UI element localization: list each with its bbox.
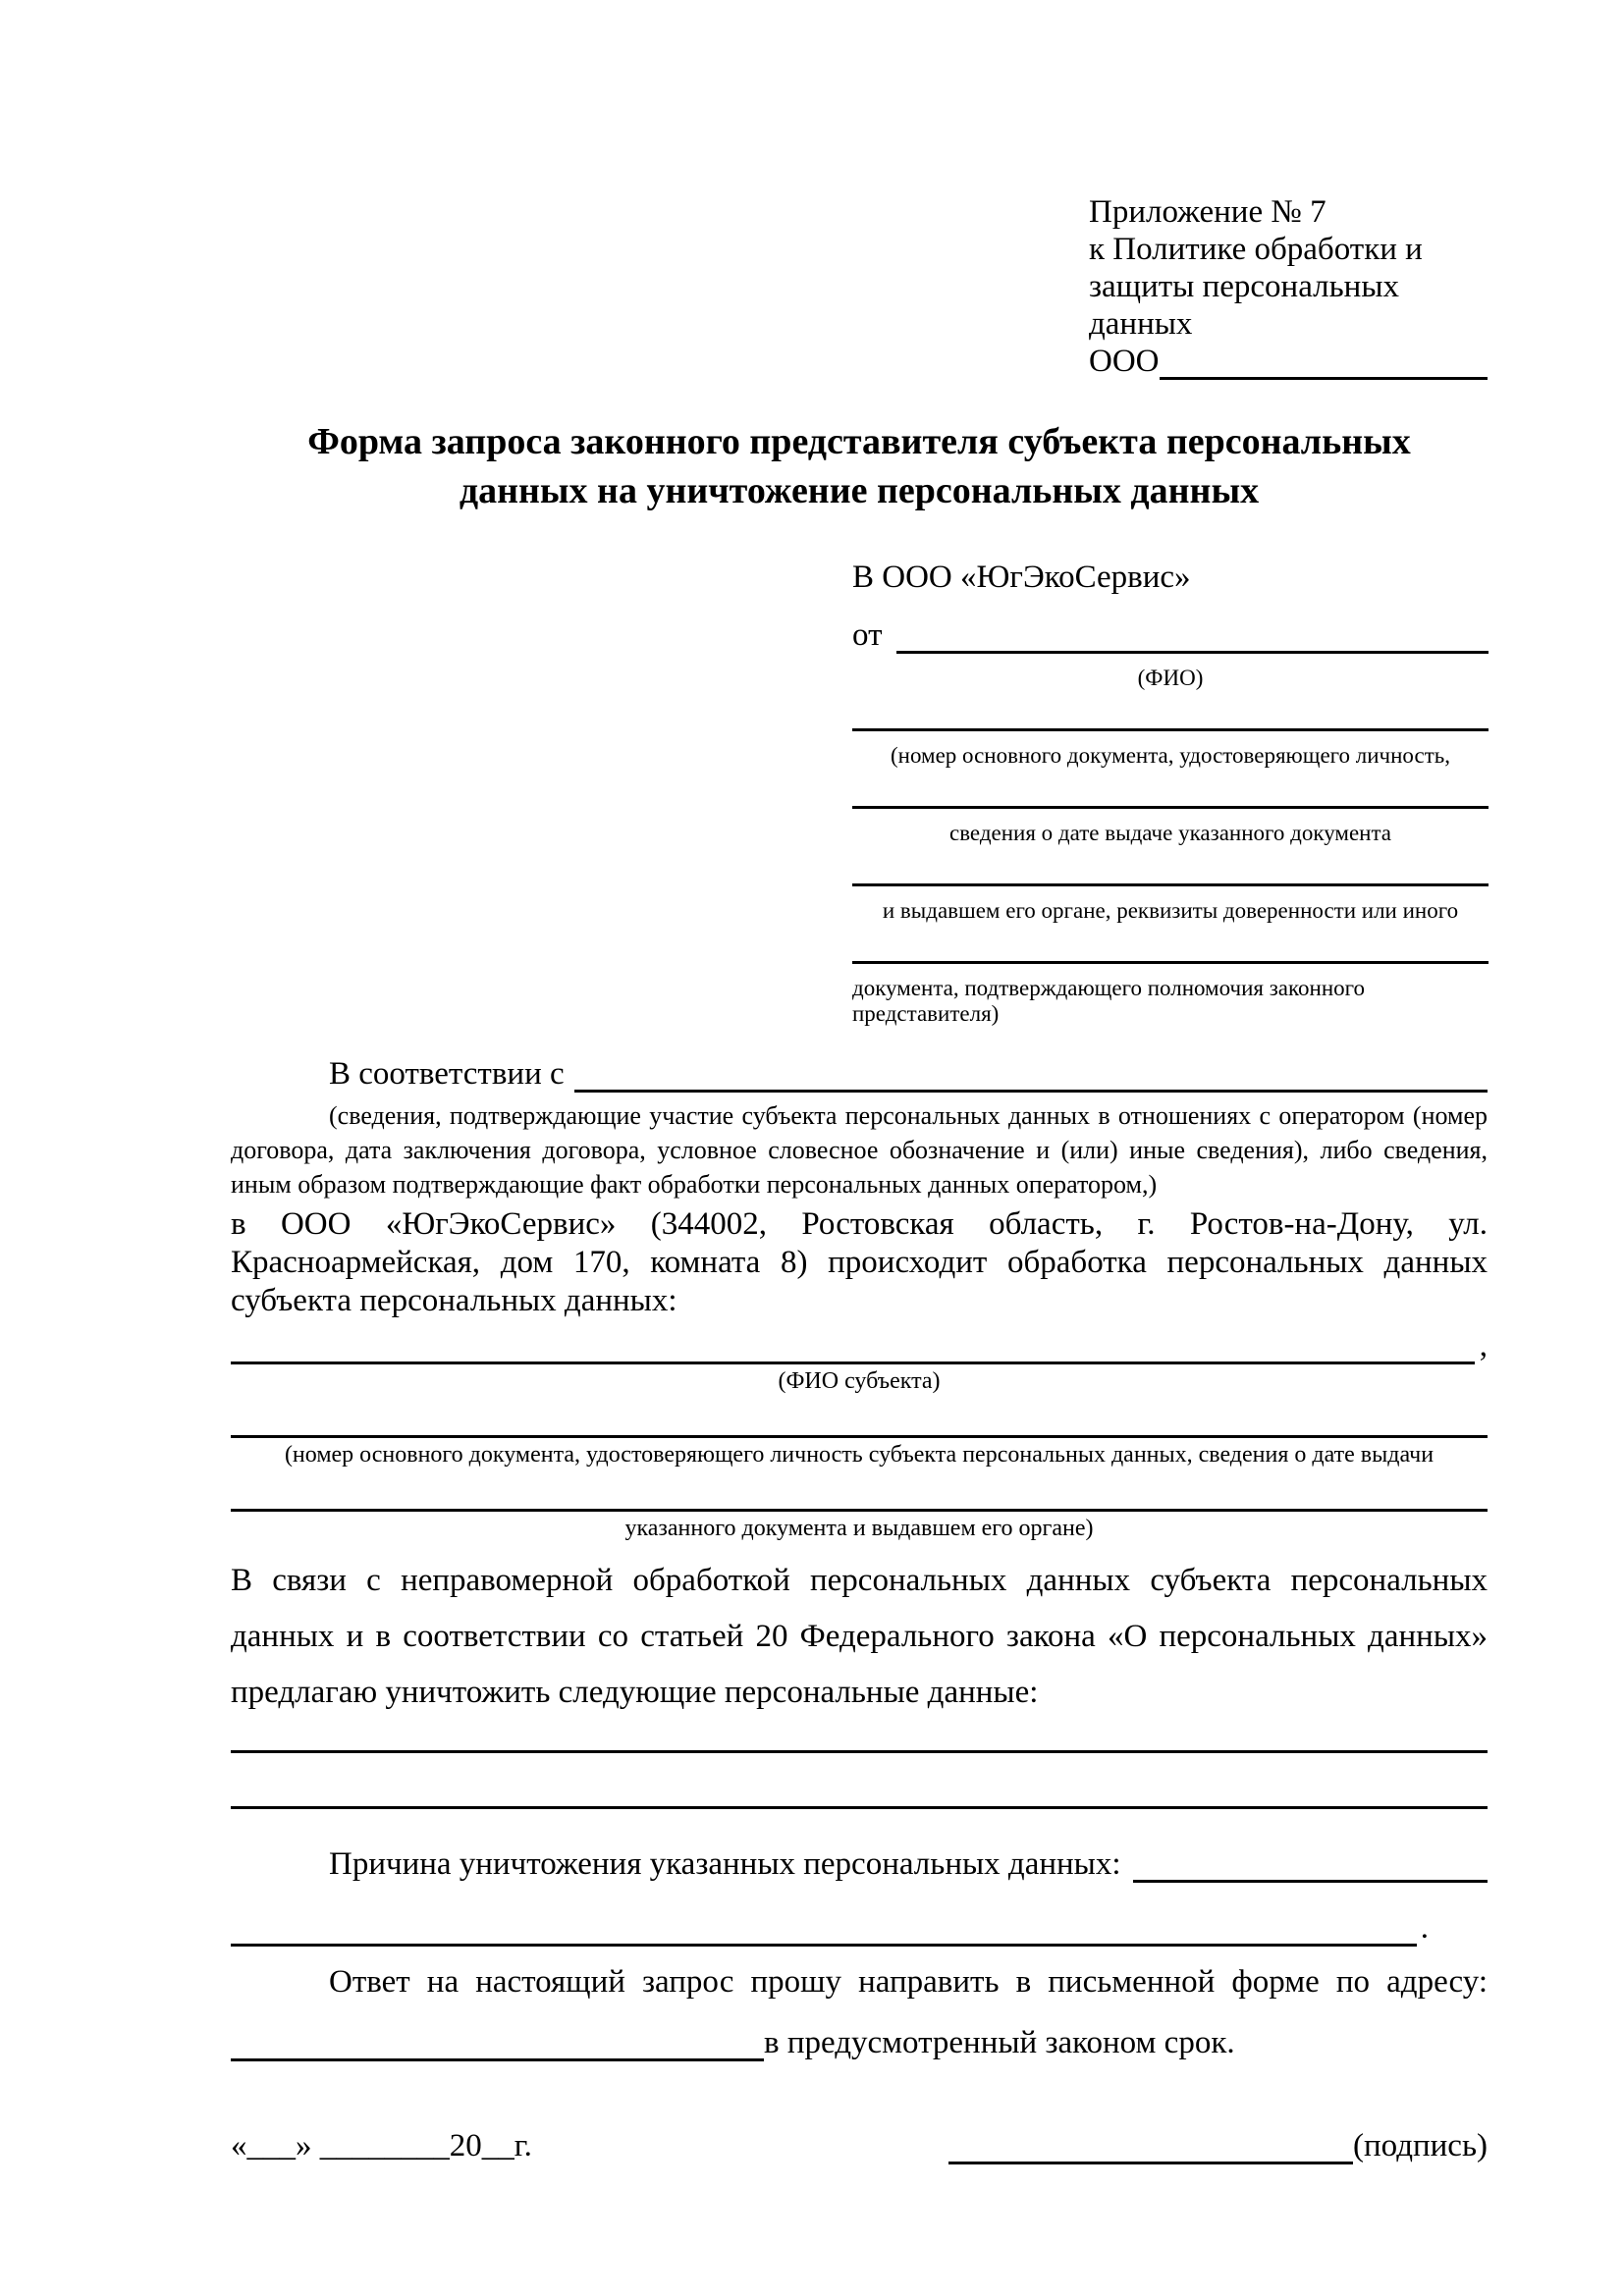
annex-line: Приложение № 7 — [1089, 194, 1326, 230]
annex-block — [1089, 193, 1488, 380]
operator-paragraph: в ООО «ЮгЭкоСервис» (344002, Ростовская область, г. Ростов-на-Дону, ул. Красноармейская, дом 170, комната 8) происходит обработка персональных данных субъекта персональных данных: — [231, 1206, 1488, 1318]
reason-continuation-row — [231, 1910, 1488, 1947]
signature-caption: (подпись) — [1353, 2128, 1488, 2163]
form-title-line-1: Форма запроса законного представителя субъекта персональных — [307, 421, 1411, 462]
annex-company-prefix: ООО — [1089, 344, 1160, 379]
subject-doc-blank-line-1 — [231, 1412, 1488, 1438]
accordance-blank-line — [574, 1052, 1488, 1093]
accordance-label: В соответствии с — [329, 1056, 565, 1092]
reason-continuation-blank-line — [231, 1912, 1417, 1947]
reply-address-row — [231, 2023, 1488, 2061]
id-doc-caption-3: и выдавшем его органе, реквизиты доверенности или иного — [882, 898, 1459, 923]
fio-caption: (ФИО) — [1137, 666, 1204, 690]
subject-doc-blank-line-2 — [231, 1485, 1488, 1512]
annex-line: защиты персональных данных — [1089, 269, 1399, 342]
data-blank-line-1 — [231, 1727, 1488, 1753]
data-blank-line-2 — [231, 1783, 1488, 1809]
footer-row — [231, 2126, 1488, 2164]
accordance-row — [231, 1052, 1488, 1093]
form-title — [231, 417, 1488, 515]
accordance-caption: (сведения, подтверждающие участие субъекта персональных данных в отношениях с оператором (номер договора, дата заключения договора, условное словесное обозначение и (или) иные сведения), либо сведения, иным образом подтверждающие факт обработки персональных данных оператором,) — [231, 1101, 1488, 1199]
reply-address-blank-line — [231, 2023, 764, 2061]
reason-label: Причина уничтожения указанных персональных данных: — [329, 1846, 1121, 1882]
reason-blank-line — [1133, 1841, 1488, 1883]
from-row — [852, 612, 1489, 654]
reply-request-paragraph: Ответ на настоящий запрос прошу направить в письменной форме по адресу: — [329, 1964, 1488, 2000]
date-blank: «___» ________20__г. — [231, 2128, 532, 2163]
subject-fio-blank-line — [231, 1330, 1475, 1364]
id-doc-blank-line-3 — [852, 860, 1489, 886]
id-doc-blank-line-1 — [852, 705, 1489, 731]
annex-line: к Политике обработки и — [1089, 232, 1423, 267]
annex-company-row — [1089, 343, 1488, 380]
company-name-blank-line — [1160, 347, 1489, 380]
signature-area — [948, 2126, 1488, 2164]
addressee-block — [852, 559, 1489, 1027]
trailing-comma: , — [1479, 1328, 1488, 1363]
id-doc-blank-line-2 — [852, 782, 1489, 809]
id-doc-caption-2: сведения о дате выдаче указанного документа — [948, 821, 1392, 845]
request-paragraph: В связи с неправомерной обработкой персональных данных субъекта персональных данных и в соответствии со статьей 20 Федерального закона «О персональных данных» предлагаю уничтожить следующие персональные данные: — [231, 1563, 1488, 1710]
id-doc-blank-line-4 — [852, 937, 1489, 964]
subject-fio-caption: (ФИО субъекта) — [778, 1368, 941, 1394]
from-label: от — [852, 617, 883, 653]
subject-doc-caption-1: (номер основного документа, удостоверяющего личность субъекта персональных данных, сведения о дате выдачи — [284, 1442, 1435, 1468]
from-blank-line — [896, 612, 1489, 654]
signature-blank-line — [948, 2126, 1353, 2164]
id-doc-caption-1: (номер основного документа, удостоверяющего личность, — [890, 743, 1450, 768]
id-doc-caption-4: документа, подтверждающего полномочия законного представителя) — [852, 976, 1366, 1026]
subject-doc-caption-2: указанного документа и выдавшем его органе) — [624, 1516, 1094, 1541]
addressee-organization: В ООО «ЮгЭкоСервис» — [852, 560, 1191, 595]
subject-fio-blank-row — [231, 1328, 1488, 1364]
form-title-line-2: данных на уничтожение персональных данных — [459, 470, 1260, 511]
reply-tail-text: в предусмотренный законом срок. — [764, 2025, 1235, 2060]
trailing-period: . — [1420, 1910, 1429, 1946]
reason-row — [231, 1841, 1488, 1883]
